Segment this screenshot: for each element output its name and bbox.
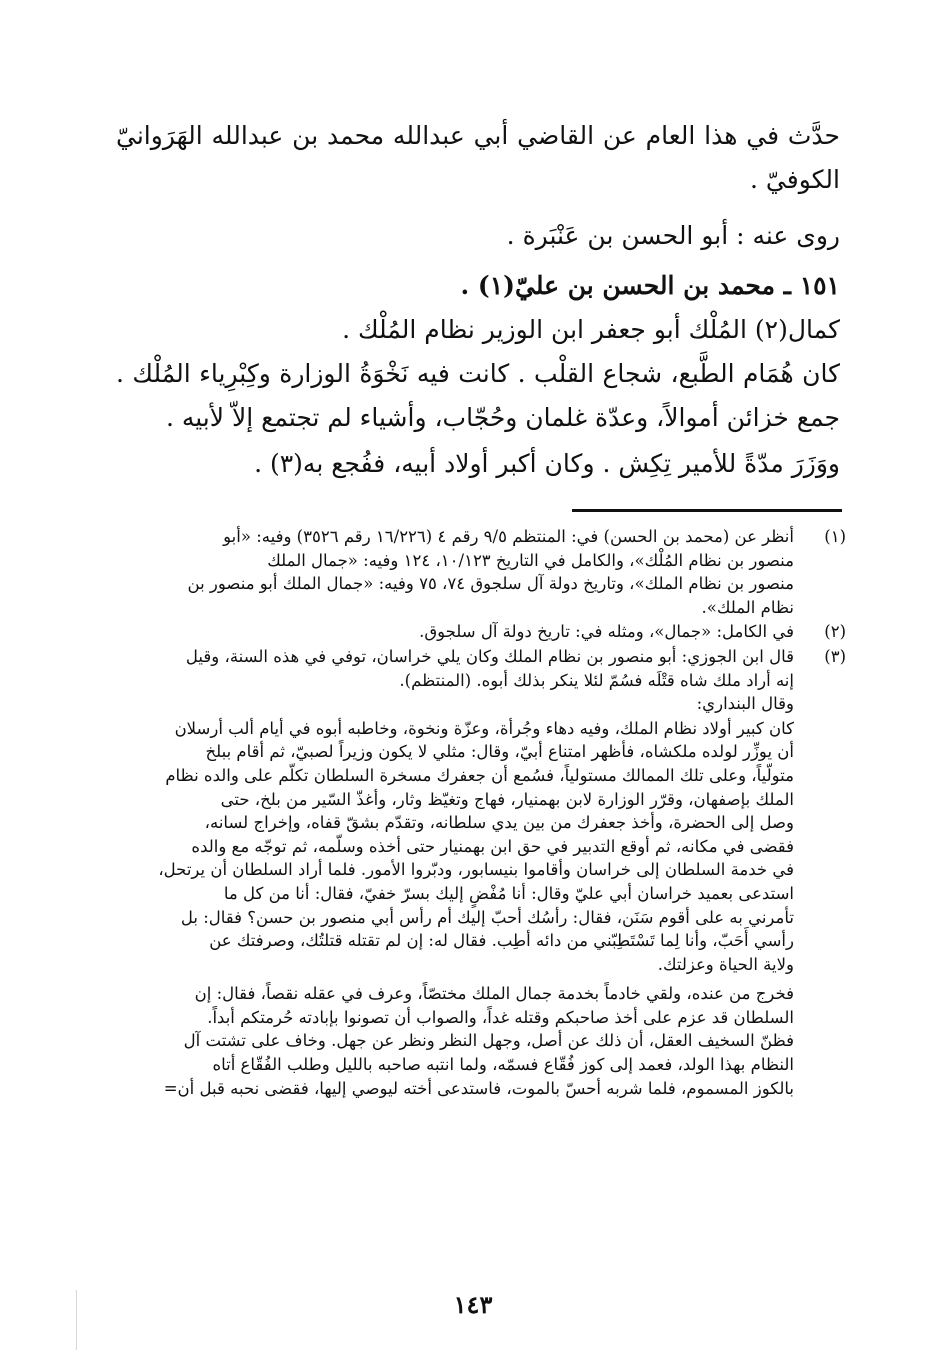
footnotes xyxy=(118,525,846,1100)
narrator-line xyxy=(116,214,840,258)
main-line-8: ووَزَرَ مدّةً للأمير تِكِش . وكان أكبر أولاد أبيه، ففُجع به(٣) . xyxy=(254,449,840,478)
quote-paragraph-1 xyxy=(118,717,794,977)
footnote-number: (٣) xyxy=(824,646,846,666)
quote-line: في خدمة السلطان إلى خراسان وأقاموا بنيسابور، ودبّروا الأمور. فلما أراد السلطان أن يرتحل، xyxy=(158,860,794,880)
entry-last-line xyxy=(116,442,840,486)
quote-line: الملك بإصفهان، وقرّر الوزارة لابن بهمنيار، فهاج وتغيّظ وثار، وأغذّ السّير من بلخ، حتى xyxy=(220,789,794,809)
quote-line: رأسي أَحَبّ، وأنا لِما تَسْتَطِبّني من دائه أطِب. فقال له: إن لم تقتله قتلتُك، وصرفتك عن xyxy=(209,931,794,951)
quote-line: النظام بهذا الولد، فعمد إلى كوز فُقّاع فسمّه، ولما انتبه صاحبه بالليل وطلب الفُقّاع أتاه xyxy=(212,1055,794,1075)
main-line-6: كان هُمَام الطَّبع، شجاع القلْب . كانت فيه نَخْوَةُ الوزارة وكِبْرِياء المُلْك . xyxy=(116,359,840,388)
quote-line: بالكوز المسموم، فلما شربه أحسّ بالموت، فاستدعى أخته ليوصي إليها، فقضى نحبه قبل أن= xyxy=(163,1078,794,1098)
footnote-line: منصور بن نظام المُلْك»، والكامل في التاريخ ١٠/١٢٣، ١٢٤ وفيه: «جمال الملك xyxy=(267,550,794,570)
quote-line: فظنّ السخيف العقل، أن ذلك عن أصل، وجهل النظر ونظر عن جهل. وخاف على تشتت آل xyxy=(183,1031,794,1051)
footnote-line: قال ابن الجوزي: أبو منصور بن نظام الملك وكان يلي خراسان، توفي في هذه السنة، وقيل xyxy=(185,646,794,666)
quote-line: استدعى بعميد خراسان أبي عليّ وقال: أنا مُفْضٍ إليك بسرّ خفيّ، فقال: أنا من كل ما xyxy=(223,883,794,903)
quote-line: فخرج من عنده، ولقي خادماً بخدمة جمال الملك مختصّاً، وعرف في عقله نقصاً، فقال: إن xyxy=(194,984,794,1004)
quote-line: السلطان قد عزم على أخذ صاحبكم وقتله غداً، والصواب أن تصونوا بإبادته حُرمتكم أبداً. xyxy=(207,1007,794,1027)
quote-line: أن يوزِّر لولده ملكشاه، فأظهر امتناع أبيّ، وقال: مثلي لا يكون وزيراً لصبيّ، ثم أقام ببلخ xyxy=(205,742,794,762)
quote-line: وصل إلى الحضرة، وأخذ جعفرك من بين يدي سلطانه، وتقدّم بشقّ قفاه، وإخراج لسانه، xyxy=(204,813,794,833)
footnote-2 xyxy=(118,620,846,644)
scan-edge-mark xyxy=(76,1290,77,1350)
footnote-line: في الكامل: «جمال»، ومثله في: تاريخ دولة آل سلجوق. xyxy=(419,622,794,642)
footnote-body xyxy=(118,620,794,644)
footnote-line: أنظر عن (محمد بن الحسن) في: المنتظم ٩/٥ رقم ٤ (١٦/٢٢٦ رقم ٣٥٢٦) وفيه: «أبو xyxy=(223,527,794,546)
quote-line: كان كبير أولاد نظام الملك، وفيه دهاء وجُرأة، وعزّة ونخوة، وخاطبه أبوه في أيام ألب أرسلان xyxy=(174,718,794,738)
footnote-line: وقال البنداري: xyxy=(696,694,794,714)
footnote-separator xyxy=(572,509,842,512)
main-line-1: حدَّث في هذا العام عن القاضي أبي عبدالله محمد بن عبدالله الهَرَوانيّ xyxy=(116,121,840,150)
footnote-body xyxy=(118,525,794,619)
main-line-3: روى عنه : أبو الحسن بن عَنْبَرة . xyxy=(506,221,840,250)
footnote-body xyxy=(118,645,794,716)
main-text xyxy=(116,114,840,202)
quote-line: متولّياً، وعلى تلك الممالك مستولياً، فسُمع أن جعفرك مسخرة السلطان تكلّم على والده نظام xyxy=(165,765,794,785)
footnote-line: منصور بن نظام الملك»، وتاريخ دولة آل سلجوق ٧٤، ٧٥ وفيه: «جمال الملك أبو منصور بن xyxy=(187,574,794,594)
quote-line: فقضى في مكانه، ثم أوقع التدبير في حق ابن بهمنيار حتى أخذه وسلّمه، ثم توجّه مع والده xyxy=(191,836,794,856)
footnote-line: نظام الملك». xyxy=(701,597,794,617)
footnote-1 xyxy=(118,525,846,619)
entry-block xyxy=(116,264,840,440)
entry-heading: ١٥١ ـ محمد بن الحسن بن عليّ(١) . xyxy=(460,271,840,300)
main-line-2: الكوفيّ . xyxy=(750,165,840,194)
footnote-number: (٢) xyxy=(824,622,846,642)
quote-line: ولاية الحياة وعزلتك. xyxy=(657,954,794,974)
page-number: ١٤٣ xyxy=(453,1290,493,1319)
footnote-3 xyxy=(118,645,846,716)
main-line-5: كمال(٢) المُلْك أبو جعفر ابن الوزير نظام المُلْك . xyxy=(342,315,840,344)
footnote-number: (١) xyxy=(824,527,846,546)
quote-paragraph-2 xyxy=(118,982,794,1100)
main-line-7: جمع خزائن أموالاً، وعدّة غلمان وحُجّاب، وأشياء لم تجتمع إلاّ لأبيه . xyxy=(165,403,840,432)
quote-line: تأمرني به على أقوم سَنَن، فقال: رأسُك أحبّ إليك أم رأس أبي منصور بن حسن؟ فقال: بل xyxy=(180,907,794,927)
footnote-line: إنه أراد ملك شاه قتْلَه فسُمّ لئلا ينكر بذلك أبوه. (المنتظم). xyxy=(399,670,794,690)
